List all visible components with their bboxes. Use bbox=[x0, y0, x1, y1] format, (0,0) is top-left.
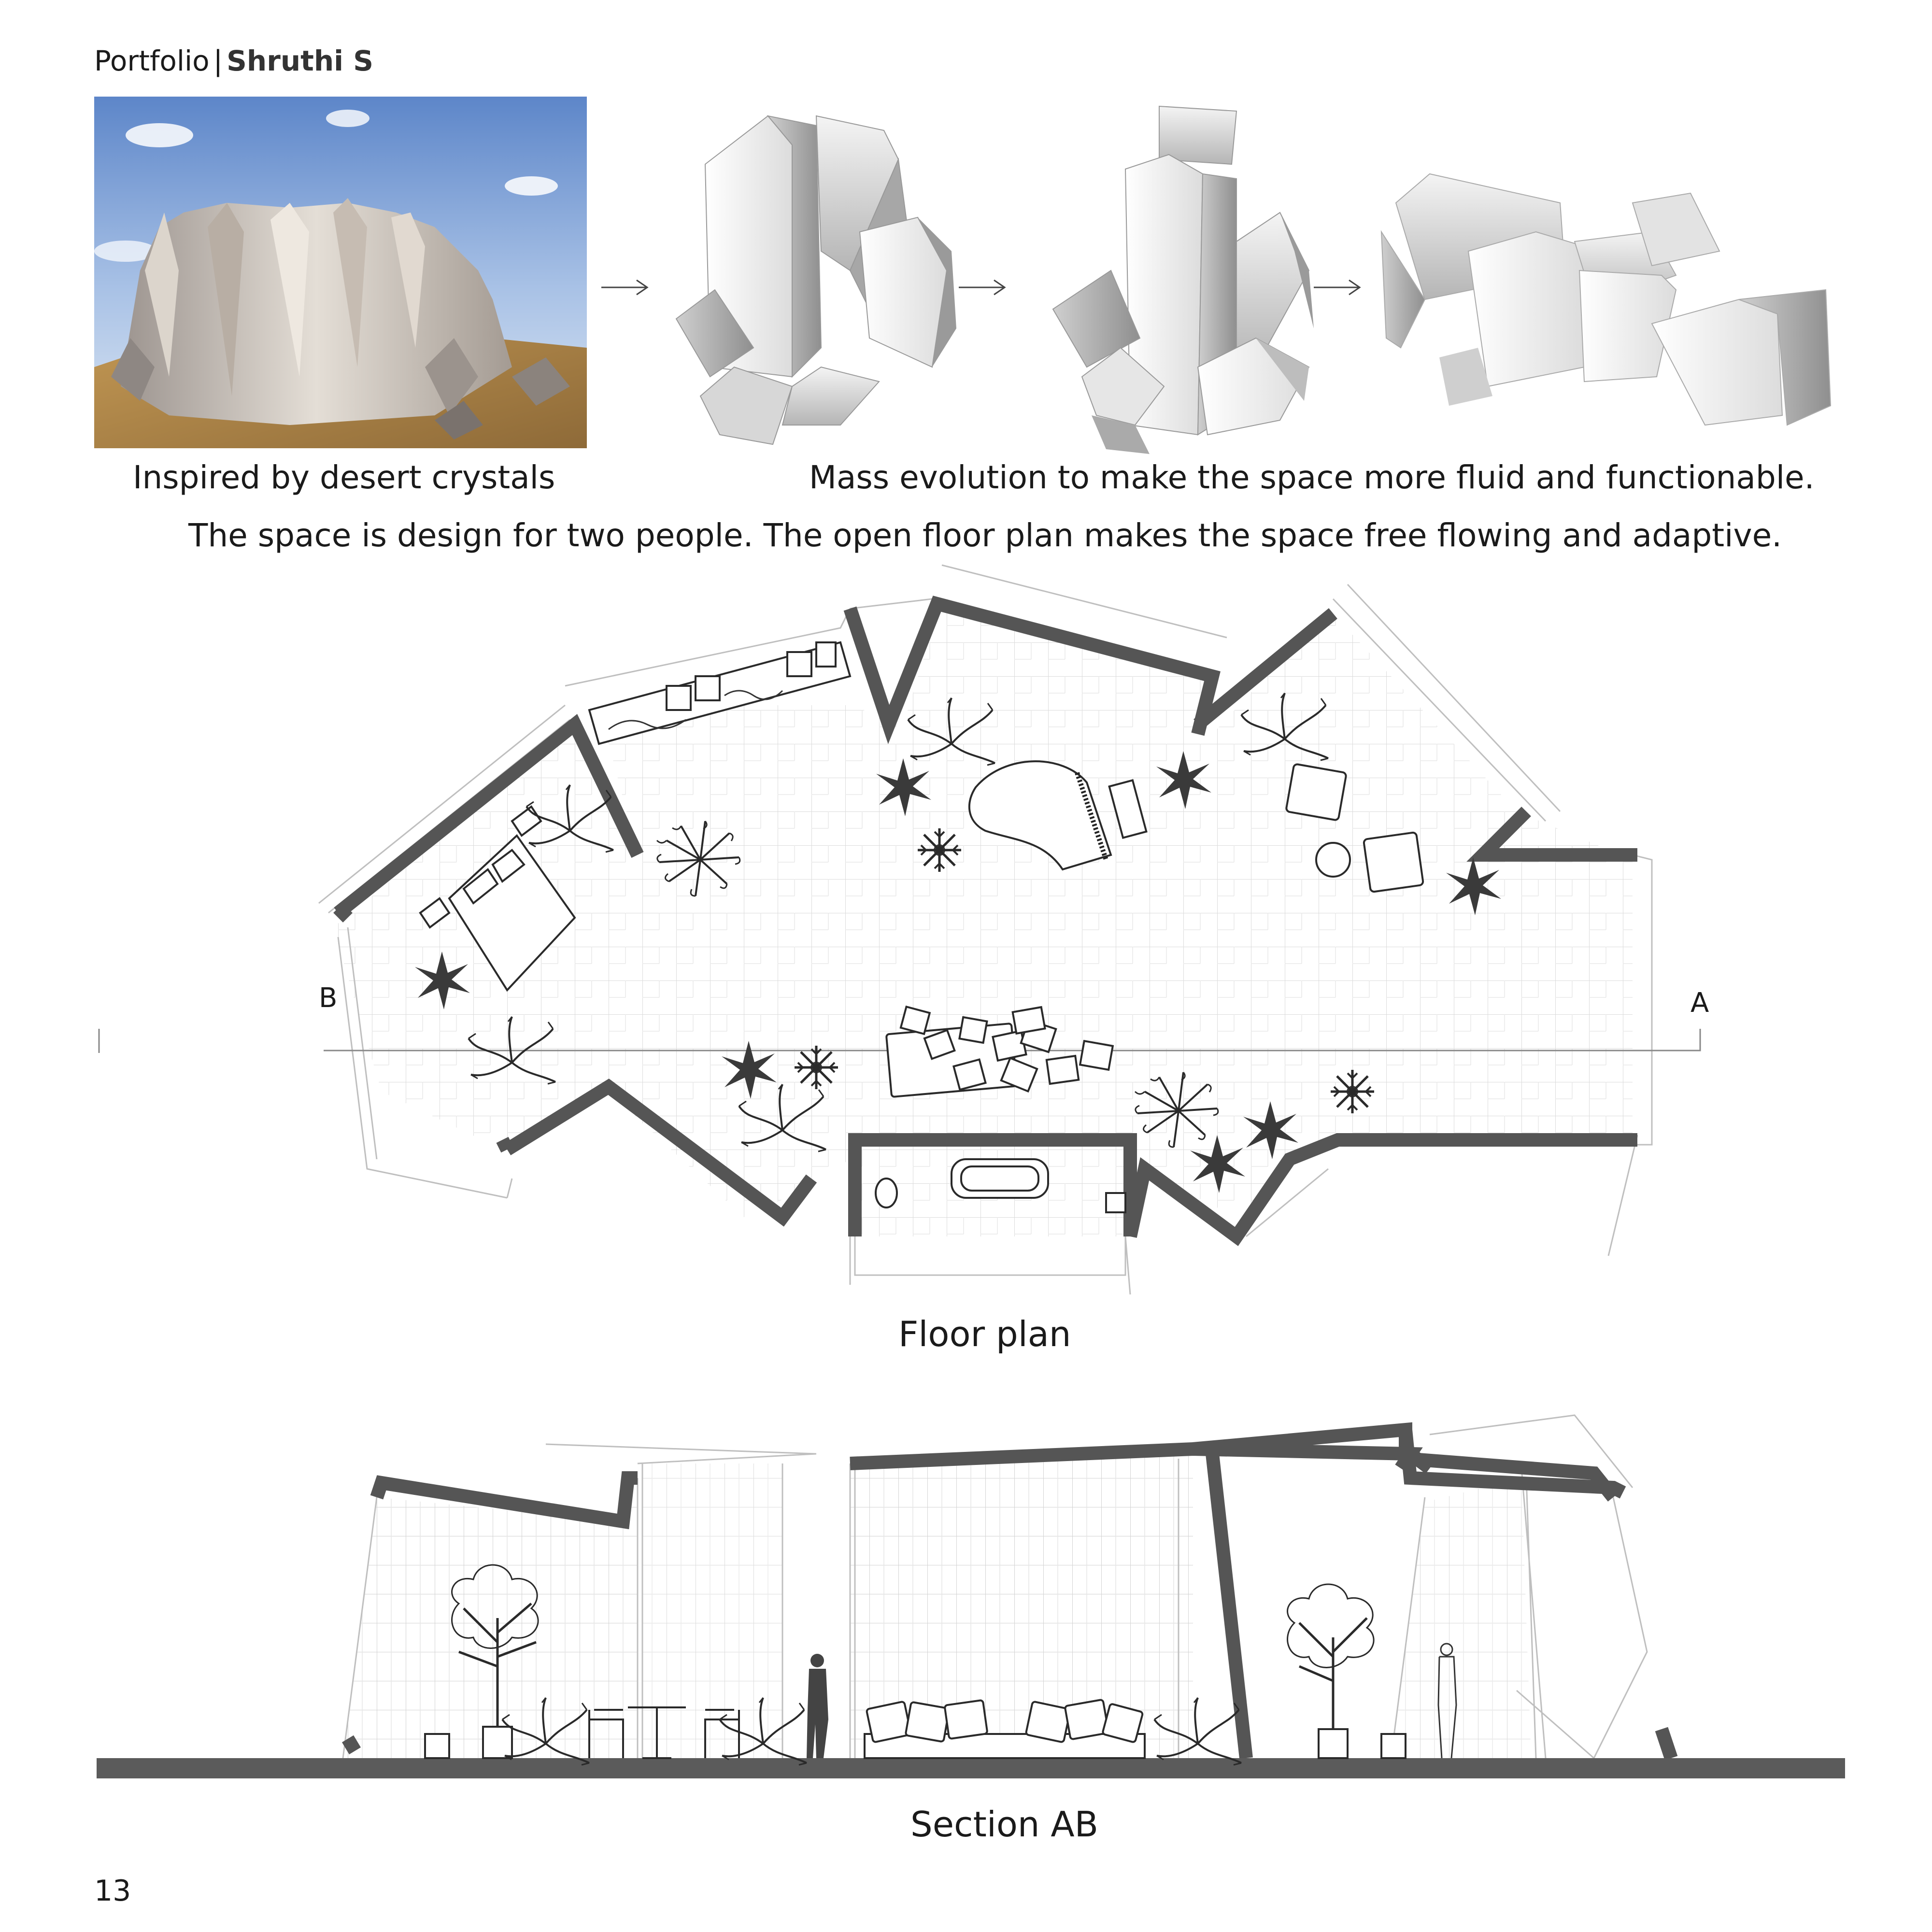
desert-crystals-photo bbox=[94, 97, 587, 448]
floor-plan-drawing bbox=[99, 565, 1709, 1294]
plant-icon bbox=[918, 828, 961, 872]
arrow-icon bbox=[1314, 280, 1360, 295]
section-ab-drawing bbox=[97, 1415, 1845, 1778]
header-separator: | bbox=[213, 44, 223, 77]
section-title: Section AB bbox=[910, 1804, 1099, 1845]
evolution-caption: Mass evolution to make the space more fluid and functionable. bbox=[809, 459, 1815, 496]
floor-plan-title: Floor plan bbox=[898, 1314, 1071, 1354]
crystal-mass-model-2 bbox=[1053, 106, 1314, 454]
plant-icon bbox=[1331, 1070, 1374, 1113]
author-name: Shruthi S bbox=[227, 44, 373, 77]
arrow-icon bbox=[601, 280, 647, 295]
section-marker-a: A bbox=[1690, 987, 1709, 1019]
plant-icon bbox=[795, 1046, 838, 1089]
inspiration-caption: Inspired by desert crystals bbox=[133, 459, 555, 496]
crystal-mass-model-1 bbox=[676, 116, 956, 444]
design-description: The space is design for two people. The open floor plan makes the space free flowing and adaptive. bbox=[188, 517, 1782, 554]
portfolio-label: Portfolio bbox=[94, 44, 210, 77]
person-silhouette bbox=[807, 1654, 828, 1758]
section-marker-b: B bbox=[319, 982, 338, 1014]
page-number: 13 bbox=[94, 1874, 131, 1908]
tree-icon bbox=[1288, 1584, 1406, 1758]
arrow-icon bbox=[959, 280, 1005, 295]
crystal-mass-model-3 bbox=[1381, 174, 1831, 425]
